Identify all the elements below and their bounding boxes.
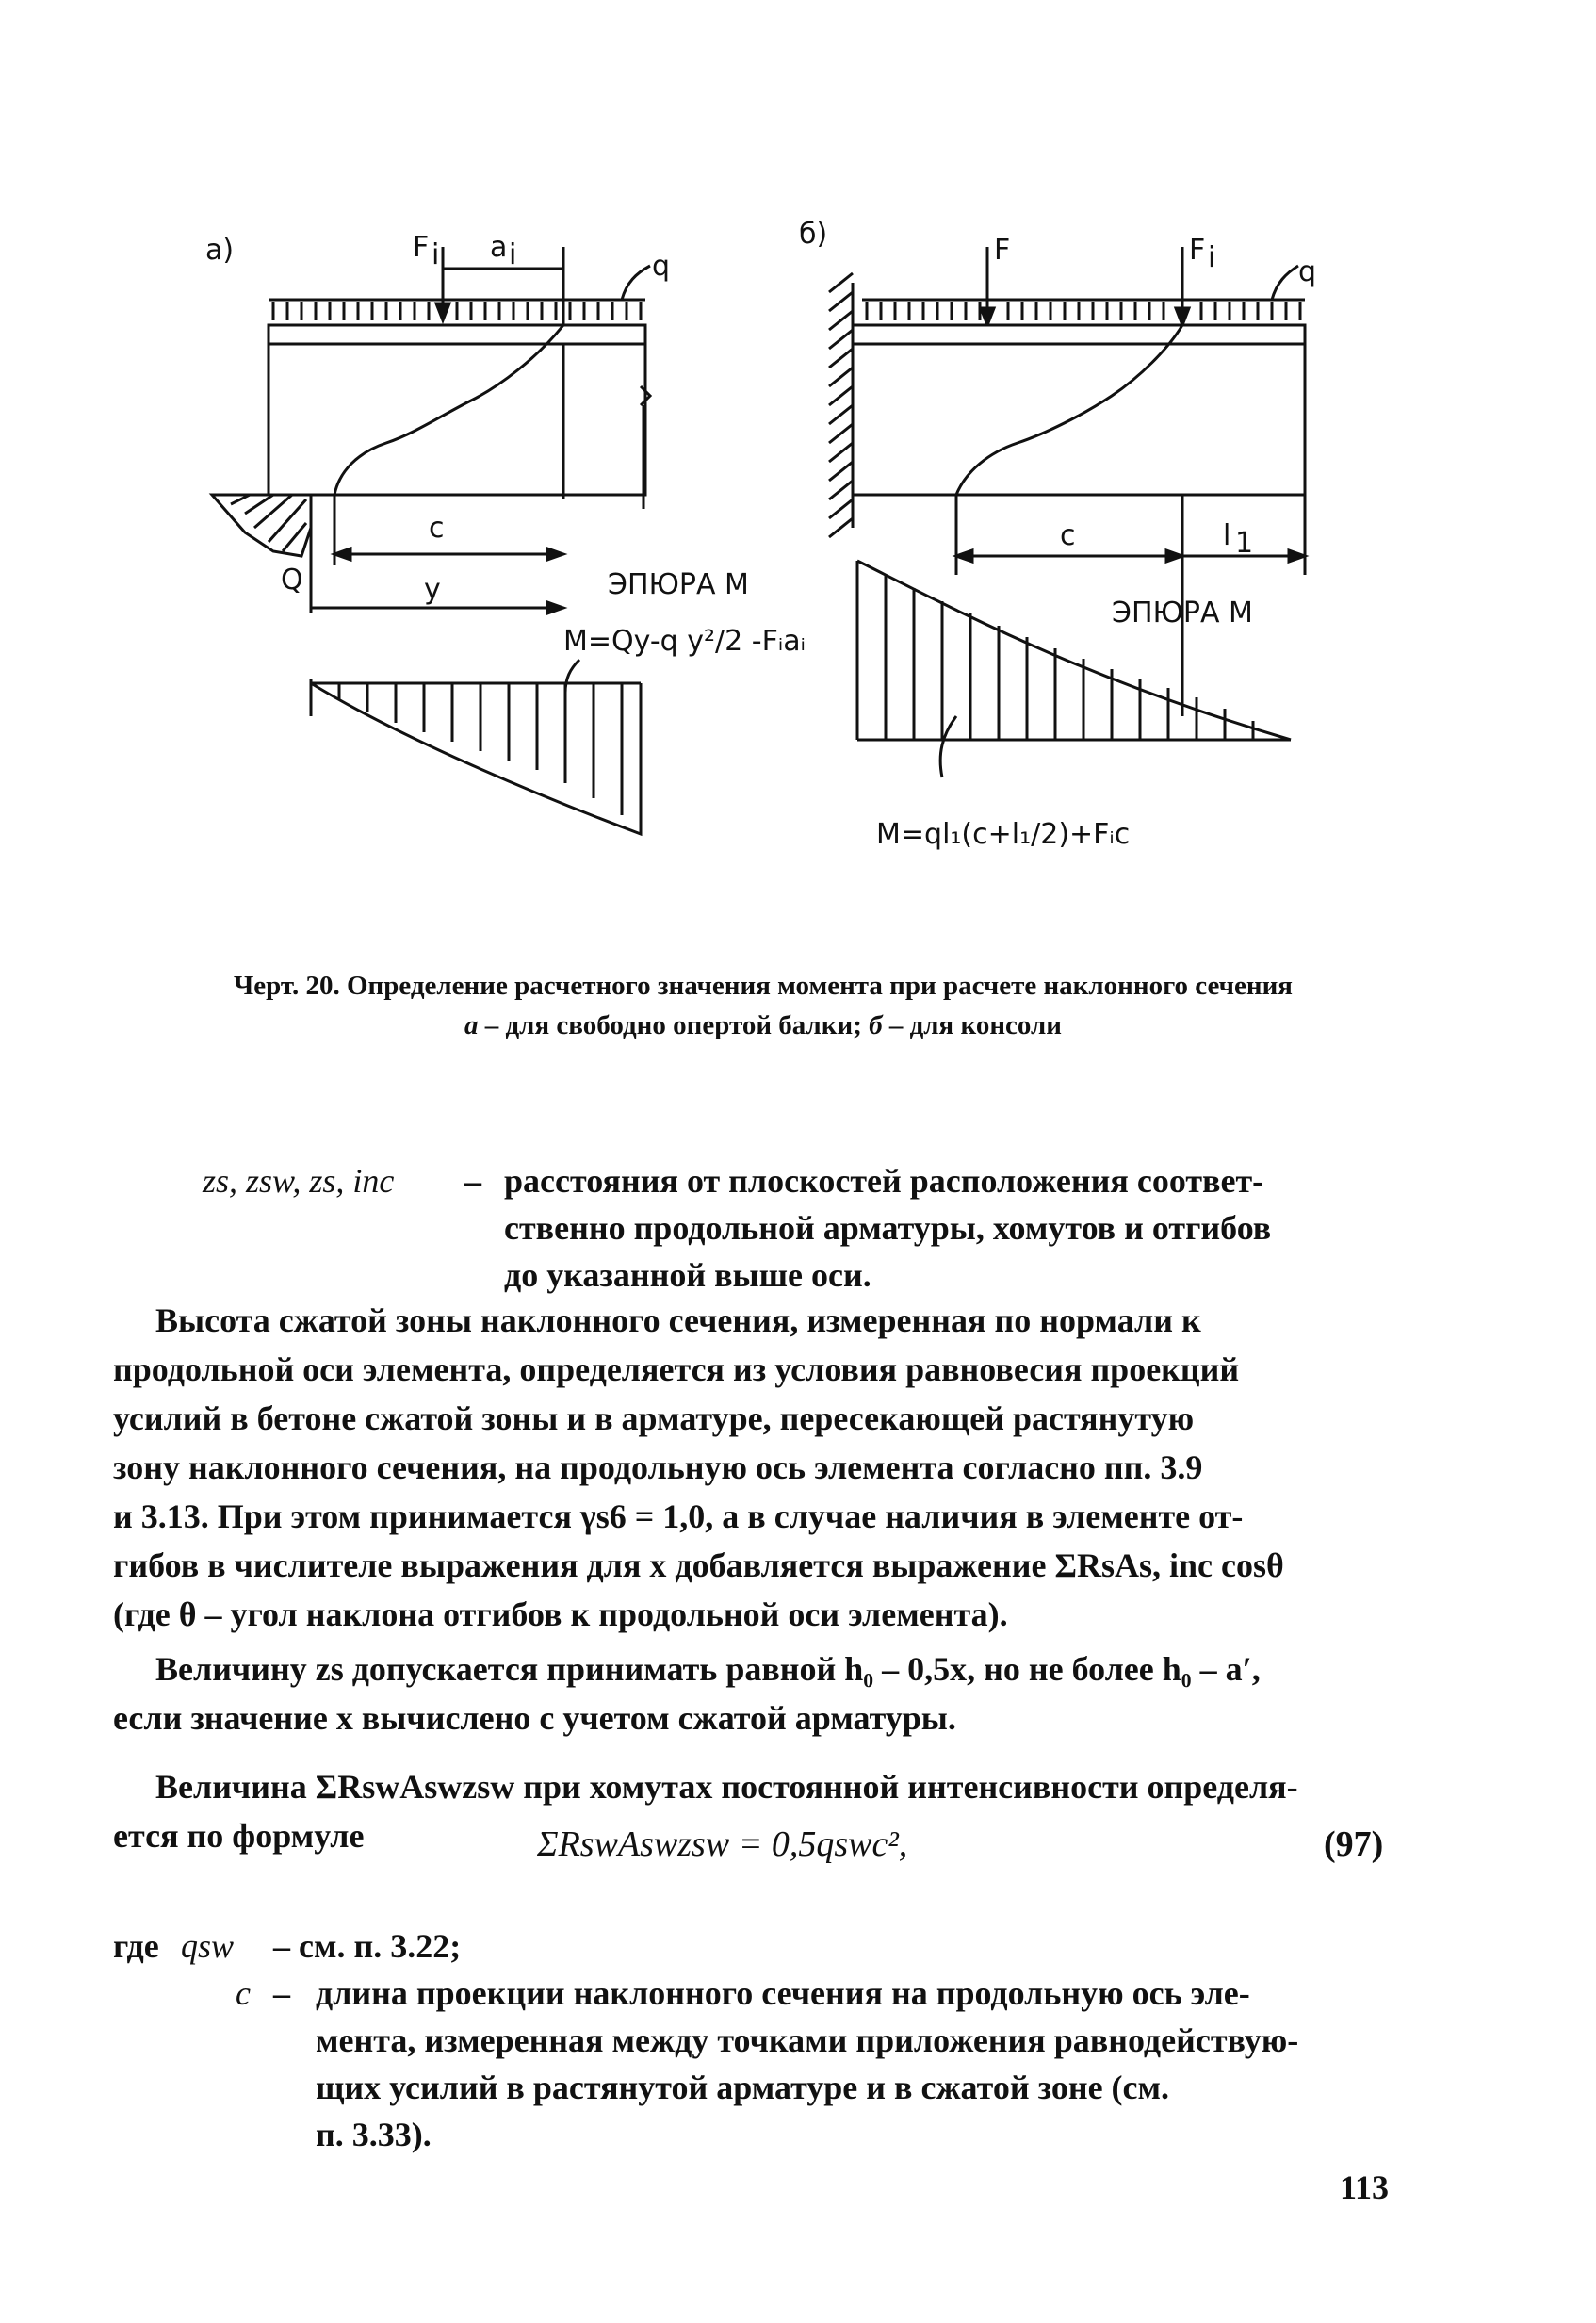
paragraph-1-line: продольной оси элемента, определяется из условия равновесия проекций [113, 1350, 1240, 1388]
paragraph-1-line: гибов в числителе выражения для x добавляется выражение ΣRsAs, inc cosθ [113, 1546, 1284, 1584]
panel-a-dim-a-sub: i [509, 238, 517, 271]
paragraph-1 [113, 1296, 1418, 1639]
panel-b-force-i-sub: i [1208, 241, 1216, 274]
paragraph-2-line: если значение x вычислено с учетом сжатой арматуры. [113, 1699, 956, 1737]
definition-zs-line1: расстояния от плоскостей расположения соответ- [504, 1162, 1264, 1200]
panel-b-dim-l: l [1223, 519, 1231, 552]
where-label: где [113, 1927, 159, 1965]
paragraph-2-line: Величину zs допускается принимать равной h₀ – 0,5x, но не более h₀ – a′, [155, 1650, 1261, 1688]
panel-b-letter: б) [799, 218, 828, 251]
where-c-line: мента, измеренная между точками приложения равнодействую- [316, 2021, 1299, 2059]
where-c-dash: – [273, 1974, 290, 2012]
paragraph-3-line: ется по формуле [113, 1817, 365, 1855]
where-c-line: щих усилий в растянутой арматуре и в сжатой зоне (см. [316, 2069, 1170, 2106]
where-qsw-symbol: qsw [181, 1927, 235, 1965]
panel-a-load: q [652, 250, 671, 283]
figure-20 [0, 0, 1596, 924]
formula-97-expression: ΣRswAswzsw = 0,5qswc², [537, 1824, 908, 1864]
panel-a-dim-c: c [429, 512, 445, 545]
panel-b-force-i: F [1189, 234, 1206, 267]
panel-b-dim-c: c [1060, 519, 1076, 552]
panel-b-epure-label: ЭПЮРА M [1112, 597, 1253, 630]
paragraph-1-line: Высота сжатой зоны наклонного сечения, измеренная по нормали к [155, 1301, 1201, 1339]
caption-letter-a: а [464, 1010, 479, 1040]
paragraph-1-line: зону наклонного сечения, на продольную ось элемента согласно пп. 3.9 [113, 1448, 1203, 1486]
definition-zs-line3: до указанной выше оси. [504, 1256, 871, 1294]
paragraph-1-line: усилий в бетоне сжатой зоны и в арматуре, пересекающей растянутую [113, 1399, 1195, 1437]
panel-a-shear: Q [281, 564, 303, 597]
panel-b [799, 218, 1316, 851]
panel-a-force-sub: i [432, 238, 440, 271]
panel-a-letter: а) [205, 234, 235, 267]
panel-a-force: F [413, 231, 430, 264]
panel-a-epure-label: ЭПЮРА M [608, 568, 749, 601]
paragraph-3-line: Величина ΣRswAswzsw при хомутах постоянной интенсивности определя- [155, 1768, 1298, 1806]
where-c-line: п. 3.33). [316, 2116, 432, 2153]
panel-b-force: F [994, 234, 1011, 267]
paragraph-1-line: (где θ – угол наклона отгибов к продольной оси элемента). [113, 1595, 1008, 1633]
figure-caption-legend [113, 1010, 1413, 1041]
panel-a-dim-y: y [424, 573, 441, 606]
definition-zs-dash: – [464, 1162, 481, 1200]
panel-a [205, 231, 806, 834]
panel-b-dim-l-sub: 1 [1235, 527, 1254, 560]
caption-text-a: – для свободно опертой балки; [478, 1010, 870, 1040]
panel-a-moment-formula: M=Qy-q y²/2 -Fᵢaᵢ [563, 625, 806, 658]
formula-97-number: (97) [1324, 1824, 1384, 1864]
page-number: 113 [1340, 2168, 1390, 2206]
figure-caption-title: Черт. 20. Определение расчетного значения момента при расчете наклонного сечения [234, 971, 1293, 1001]
paragraph-1-line: и 3.13. При этом принимается γs6 = 1,0, а в случае наличия в элементе от- [113, 1497, 1244, 1535]
panel-b-load: q [1298, 255, 1317, 288]
caption-letter-b: б [869, 1010, 883, 1040]
where-c-definition [316, 1970, 1418, 2158]
panel-a-dim-a: a [490, 231, 508, 264]
where-c-symbol: c [236, 1974, 251, 2012]
definition-zs-line2: ственно продольной арматуры, хомутов и отгибов [504, 1209, 1272, 1247]
definition-zs-symbols: zs, zsw, zs, inc [203, 1162, 395, 1200]
panel-b-moment-formula: M=ql₁(c+l₁/2)+Fᵢc [876, 818, 1131, 851]
panel-a-load-arrows [273, 302, 641, 320]
where-qsw-text: – см. п. 3.22; [273, 1927, 462, 1965]
definition-zs [203, 1157, 394, 1204]
where-c-line: длина проекции наклонного сечения на продольную ось эле- [316, 1974, 1250, 2012]
caption-text-b: – для консоли [882, 1010, 1062, 1040]
